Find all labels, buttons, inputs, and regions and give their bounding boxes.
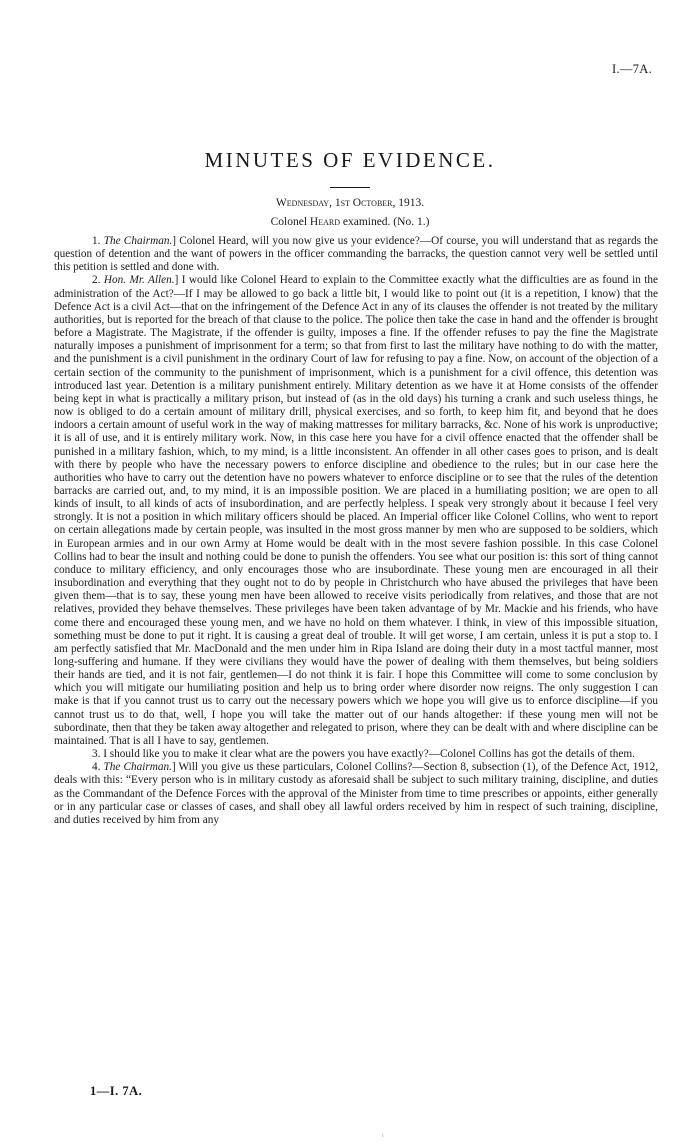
paragraph-text: ] Colonel Heard, will you now give us your evidence?—Of course, you will understand that as regards the question of detention and the want of powers in the officer commanding the barracks, the question cannot very well be settled until this petition is settled and done with. <box>54 235 659 274</box>
speaker-name: The Chairman. <box>103 761 172 774</box>
question-number: 1. <box>92 235 104 247</box>
paragraph-text: ] Will you give us these particulars, Colonel Collins?—Section 8, subsection (1), of the Defence Act, 1912, deals with this: “Every person who is in military custody as aforesaid shall be subject to such military training, discipline, and duties as the Commandant of the Defence Forces with the approval of the Minister from time to time prescribes or appoints, either generally or in any particular case or classes of cases, and shall obey all lawful orders received by him in respect of such training, discipline, and duties received by him from any <box>54 761 659 826</box>
page-mark: ¹ <box>382 1134 384 1140</box>
page-reference: I.—7A. <box>612 62 652 76</box>
dateline: Wednesday, 1st October, 1913. <box>275 197 425 209</box>
document-title: MINUTES OF EVIDENCE. <box>204 148 496 172</box>
witness-name: Heard <box>309 216 340 228</box>
signature-mark: 1—I. 7A. <box>90 1084 143 1098</box>
witness-line <box>0 216 700 228</box>
speaker-name: Hon. Mr. Allen. <box>103 274 175 287</box>
question-number: 4. <box>92 761 104 774</box>
evidence-paragraph <box>54 748 658 761</box>
title-divider <box>330 187 370 188</box>
paragraph-text: I should like you to make it clear what are the powers you have exactly?—Colonel Collins has got the details of them. <box>103 748 635 761</box>
evidence-body <box>54 235 658 827</box>
evidence-paragraph <box>54 235 658 274</box>
evidence-paragraph <box>54 274 658 748</box>
question-number: 2. <box>92 274 104 287</box>
speaker-name: The Chairman. <box>103 235 173 247</box>
witness-prefix: Colonel <box>270 216 310 228</box>
question-number: 3. <box>92 748 104 761</box>
paragraph-text: ] I would like Colonel Heard to explain to the Committee exactly what the difficulties are as found in the administration of the Act?—If I may be allowed to go back a little bit, I would like to point out (it is a repetition, I know) that the Defence Act is a civil Act—that on the infringement of the Defence Act in any of its clauses the offender is not treated by the military authorities, but is reported for the breach of that clause to the police. The police then take the case in hand and the offender is brought before a Magistrate. The Magistrate, if the offender is guilty, imposes a fine. If the offender refuses to pay the fine the Magistrate naturally imposes a punishment of imprisonment for a term; so that from first to last the military have nothing to do with the matter, and the punishment is a civil punishment in the ordinary Court of law for refusing to pay a fine. Now, on account of the objection of a certain section of the community to the punishment of imprisonment, which is a punishment for a civil offence, this detention was introduced last year. Detention is a military punishment entirely. Military detention as we have it at Home consists of the offender being kept in what is practically a military prison, but instead of (as in the old days) his turning a crank and such useless things, he now is obliged to do a certain amount of military drill, physical exercises, and so forth, to keep him fit, and beyond that he does indoors a certain amount of useful work in the way of making mattresses for military barracks, &c. None of his work is unproductive; it is all of use, and it is entirely military work. Now, in this case here you have for a civil offence enacted that the offender shall be punished in a military fashion, which, to my mind, is a little inconsistent. An offender in all other cases goes to prison, and is dealt with there by people who have the necessary powers to enforce discipline and obedience to the rules; but in our case here the authorities who have to carry out the detention have no powers whatever to enforce discipline or to see that the rules of the detention barracks are carried out, and, to my mind, it is an impossible position. We are placed in a humiliating position; we are open to all kinds of insult, to all kinds of acts of insubordination, and are perfectly helpless. I speak very strongly about it because I feel very strongly. It is not a position in which military officers should be placed. An Imperial officer like Colonel Collins, who went to report on certain allegations made by certain people, was insulted in the most gross manner by men who are supposed to be soldiers, which in European armies and in our own Army at Home would be dealt with in the most severe fashion possible. In this case Colonel Collins had to bear the insult and nothing could be done to punish the offenders. You see what our position is: this sort of thing cannot conduce to military efficiency, and only encourages those who are insubordinate. These young men are encouraged in all their insubordination and everything that they ought not to do by people in Christchurch who have abused the privileges that have been given them—that is to say, these young men have been allowed to receive visits periodically from relatives, and those that are not relatives, provided they behave themselves. These privileges have been taken advantage of by Mr. Mackie and his friends, who have come there and encouraged these young men, and we have no hold on them whatever. I think, in view of this impossible situation, something must be done to put it right. It is causing a great deal of trouble. It will get worse, I am certain, unless it is put a stop to. I am perfectly satisfied that Mr. MacDonald and the men under him in Ripa Island are doing their duty in a most tactful manner, most long-suffering and humane. If they were civilians they would have the power of dealing with them themselves, but being soldiers their hands are tied, and it is not fair, gentlemen—I do not think it is fair. I hope this Committee will come to some conclusion by which you will mitigate our humiliating position and help us to bring order where disorder now reigns. The only suggestion I can make is that if you cannot trust us to carry out the necessary powers which we hope you will give us to enforce discipline—if you cannot trust us to do that, well, I hope you will take the matter out of our hands altogether: if these young men will not be subordinate, then that they be taken away altogether and relegated to prison, where they can be dealt with and where discipline can be maintained. That is all I have to say, gentlemen. <box>54 274 658 747</box>
witness-suffix: examined. (No. 1.) <box>339 216 430 228</box>
evidence-paragraph <box>54 761 658 827</box>
